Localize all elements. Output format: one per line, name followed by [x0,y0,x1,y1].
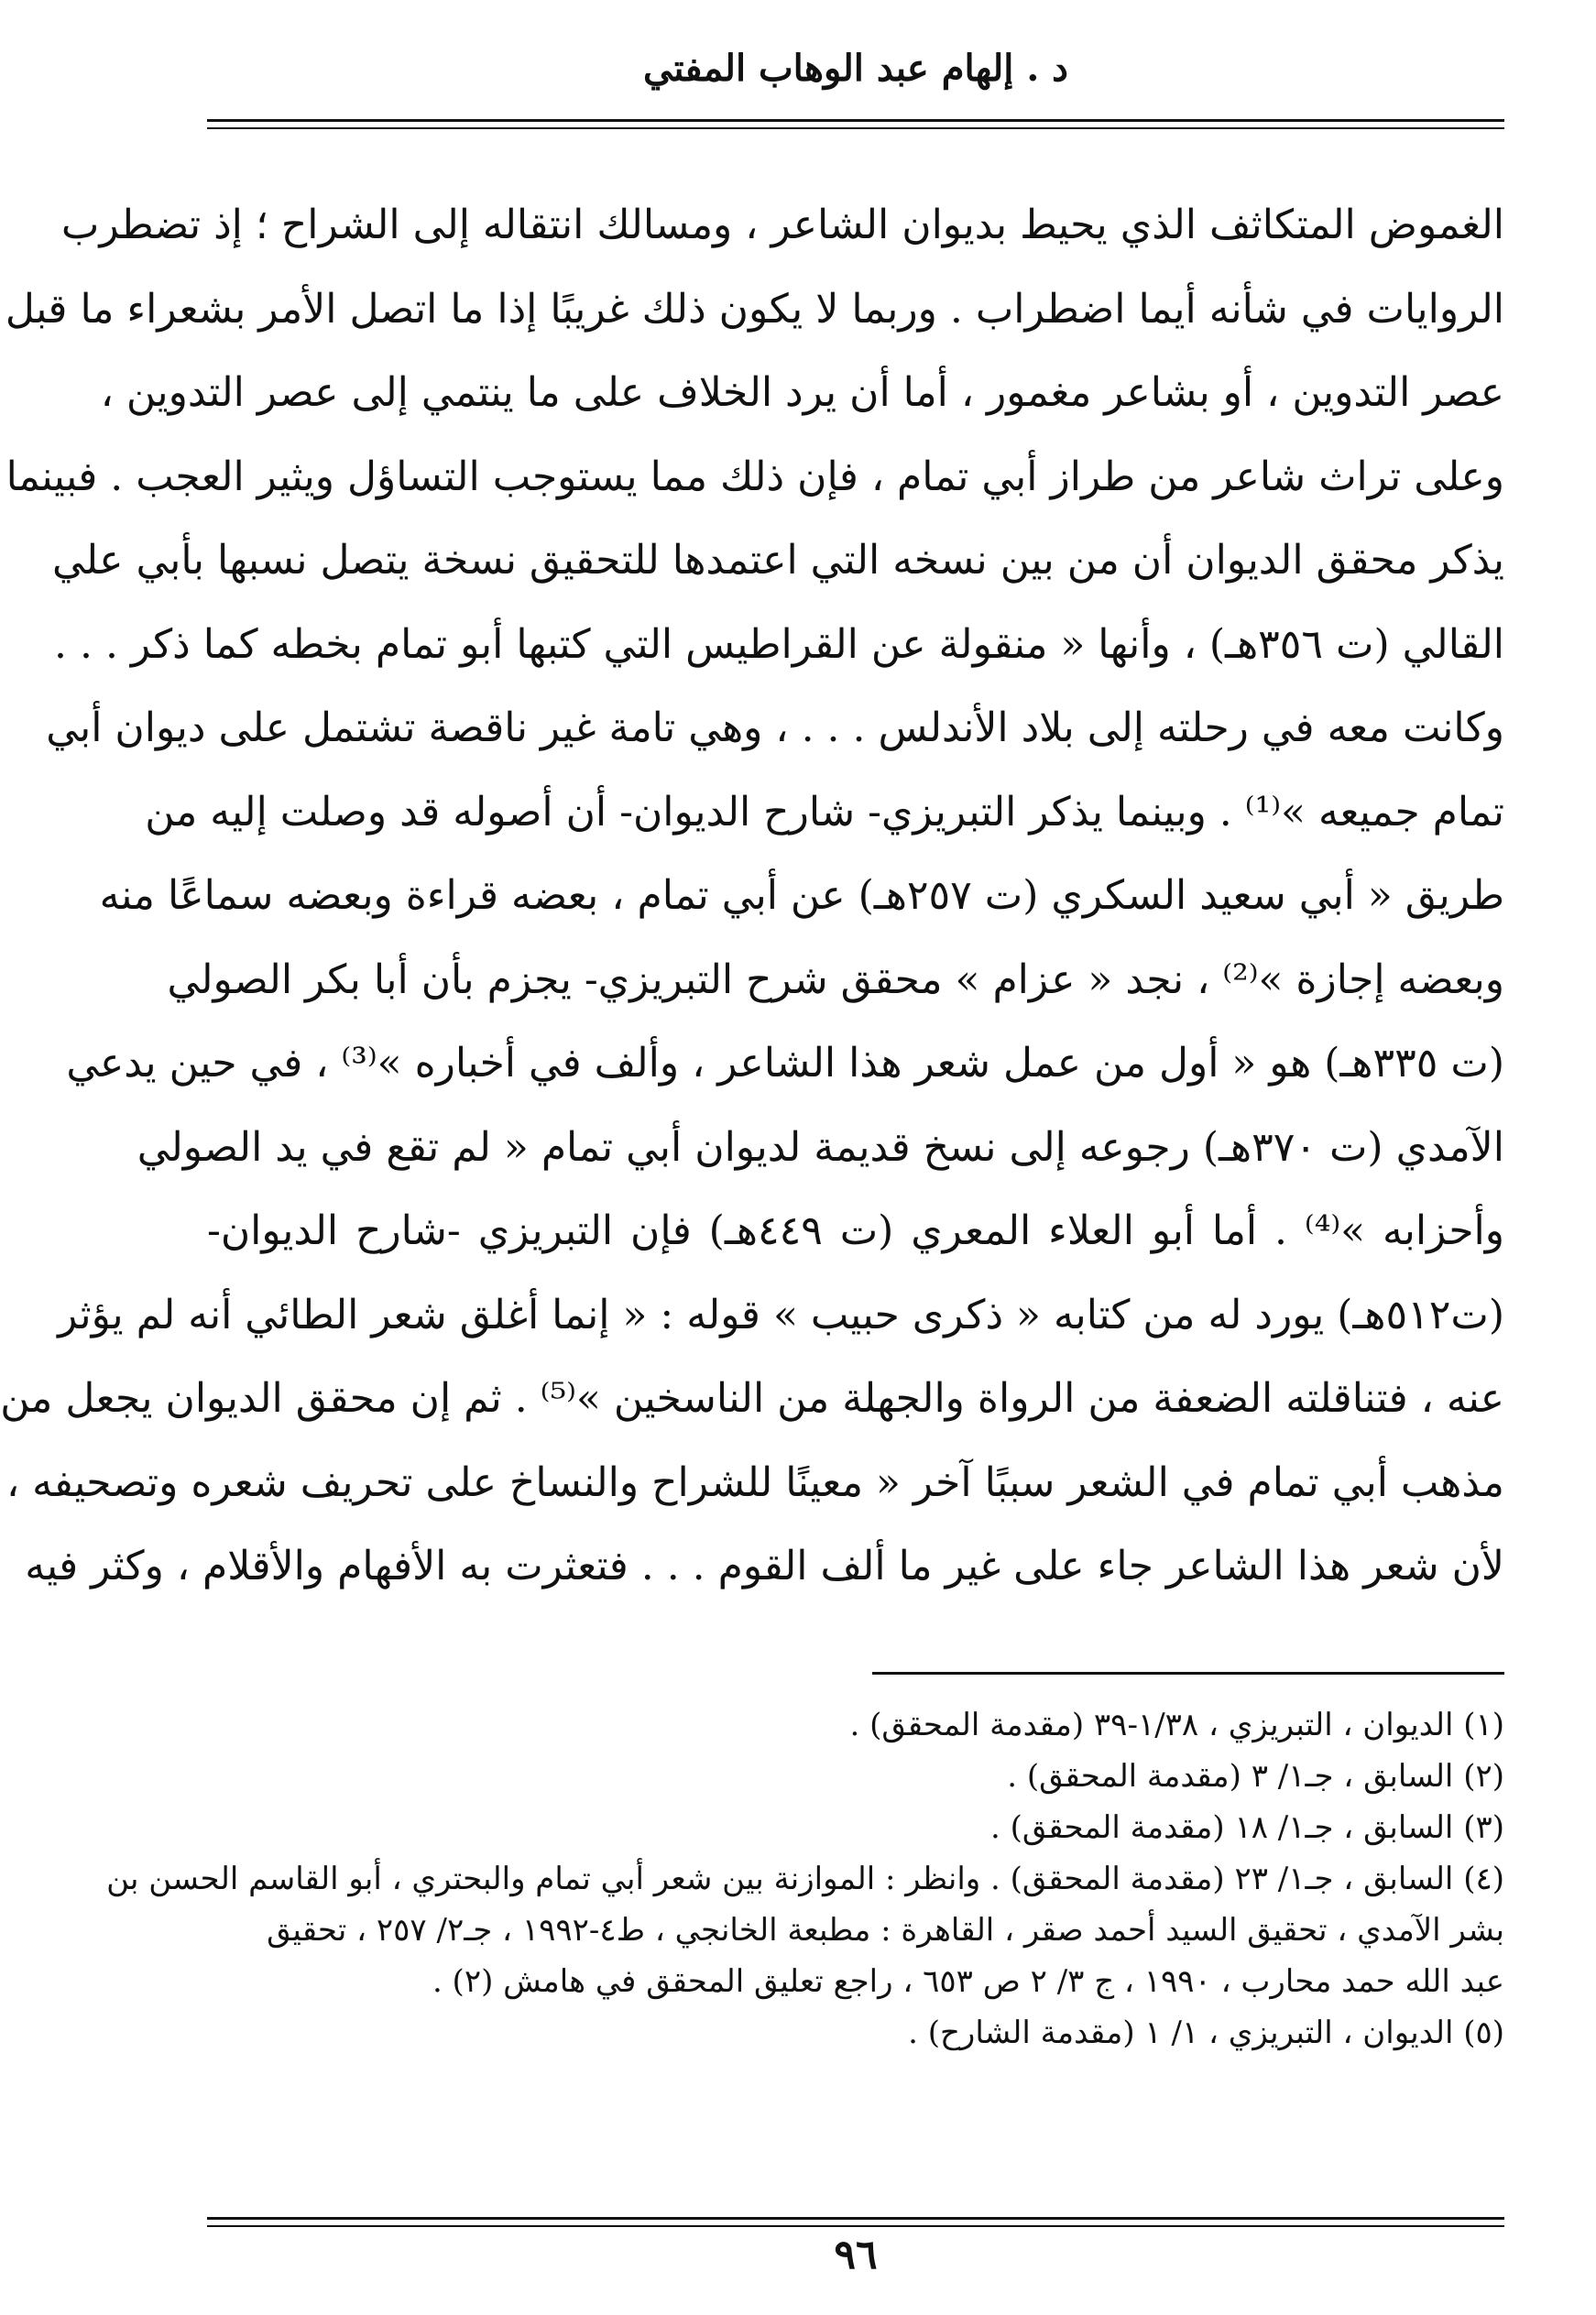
footnote-4: (٤) السابق ، جـ١/ ٢٣ (مقدمة المحقق) . وانظر : الموازنة بين شعر أبي تمام والبحتري ، أبو القاسم الحسن بن [106,1861,1504,1897]
body-line: وعلى تراث شاعر من طراز أبي تمام ، فإن ذلك مما يستوجب التساؤل ويثير العجب . فبينما [5,453,1504,500]
footnote-separator [872,1672,1504,1675]
body-line: الآمدي (ت ٣٧٠هـ) رجوعه إلى نسخ قديمة لديوان أبي تمام « لم تقع في يد الصولي [137,1123,1504,1171]
running-header-author: د . إلهام عبد الوهاب المفتي [643,47,1068,90]
body-line: (ت٥١٢هـ) يورد له من كتابه « ذكرى حبيب » قوله : « إنما أغلق شعر الطائي أنه لم يؤثر [58,1291,1504,1338]
body-line: الغموض المتكاثف الذي يحيط بديوان الشاعر ، ومسالك انتقاله إلى الشراح ؛ إذ تضطرب [60,202,1504,248]
body-line: تمام جميعه »⁽¹⁾ . وبينما يذكر التبريزي- شارح الديوان- أن أصوله قد وصلت إليه من [145,788,1504,835]
body-line: وأحزابه »⁽⁴⁾ . أما أبو العلاء المعري (ت ٤٤٩هـ) فإن التبريزي -شارح الديوان- [207,1207,1505,1254]
body-line: مذهب أبي تمام في الشعر سببًا آخر « معينًا للشراح والنساخ على تحريف شعره وتصحيفه ، [5,1458,1504,1506]
body-line: وبعضه إجازة »⁽²⁾ ، نجد « عزام » محقق شرح التبريزي- يجزم بأن أبا بكر الصولي [167,955,1504,1003]
header-rule [207,119,1504,129]
body-line: القالي (ت ٣٥٦هـ) ، وأنها « منقولة عن القراطيس التي كتبها أبو تمام بخطه كما ذكر . . . [54,620,1504,668]
footnote-2: (٢) السابق ، جـ١/ ٣ (مقدمة المحقق) . [1007,1758,1504,1795]
footnote-4-continued: عبد الله حمد محارب ، ١٩٩٠ ، ج ٣/ ٢ ص ٦٥٣ ، راجع تعليق المحقق في هامش (٢) . [432,1963,1504,2000]
footnotes [106,1699,1504,2058]
footnote-3: (٣) السابق ، جـ١/ ١٨ (مقدمة المحقق) . [990,1809,1504,1846]
body-line: الروايات في شأنه أيما اضطراب . وربما لا يكون ذلك غريبًا إذا ما اتصل الأمر بشعراء ما قبل [5,285,1504,333]
footnote-5: (٥) الديوان ، التبريزي ، ١/ ١ (مقدمة الشارح) . [908,2015,1504,2051]
footer-rule [207,2217,1504,2227]
body-line: لأن شعر هذا الشاعر جاء على غير ما ألف القوم . . . فتعثرت به الأفهام والأقلام ، وكثر فيه [25,1543,1504,1589]
body-text [0,183,1505,1609]
body-line: (ت ٣٣٥هـ) هو « أول من عمل شعر هذا الشاعر ، وألف في أخباره »⁽³⁾ ، في حين يدعي [66,1040,1504,1087]
page-number: ٩٦ [834,2232,878,2278]
body-line: طريق « أبي سعيد السكري (ت ٢٥٧هـ) عن أبي تمام ، بعضه قراءة وبعضه سماعًا منه [99,872,1504,919]
body-line: وكانت معه في رحلته إلى بلاد الأندلس . . . ، وهي تامة غير ناقصة تشتمل على ديوان أبي [46,704,1504,751]
footnote-4-continued: بشر الآمدي ، تحقيق السيد أحمد صقر ، القاهرة : مطبعة الخانجي ، ط٤-١٩٩٢ ، جـ٢/ ٢٥٧ ، تحقيق [267,1912,1504,1949]
body-line: عنه ، فتناقلته الضعفة من الرواة والجهلة من الناسخين »⁽⁵⁾ . ثم إن محقق الديوان يجعل من [0,1375,1504,1422]
body-line: عصر التدوين ، أو بشاعر مغمور ، أما أن يرد الخلاف على ما ينتمي إلى عصر التدوين ، [100,369,1504,416]
footnote-1: (١) الديوان ، التبريزي ، ١/٣٨-٣٩ (مقدمة المحقق) . [849,1707,1504,1743]
body-line: يذكر محقق الديوان أن من بين نسخه التي اعتمدها للتحقيق نسخة يتصل نسبها بأبي علي [51,537,1504,584]
